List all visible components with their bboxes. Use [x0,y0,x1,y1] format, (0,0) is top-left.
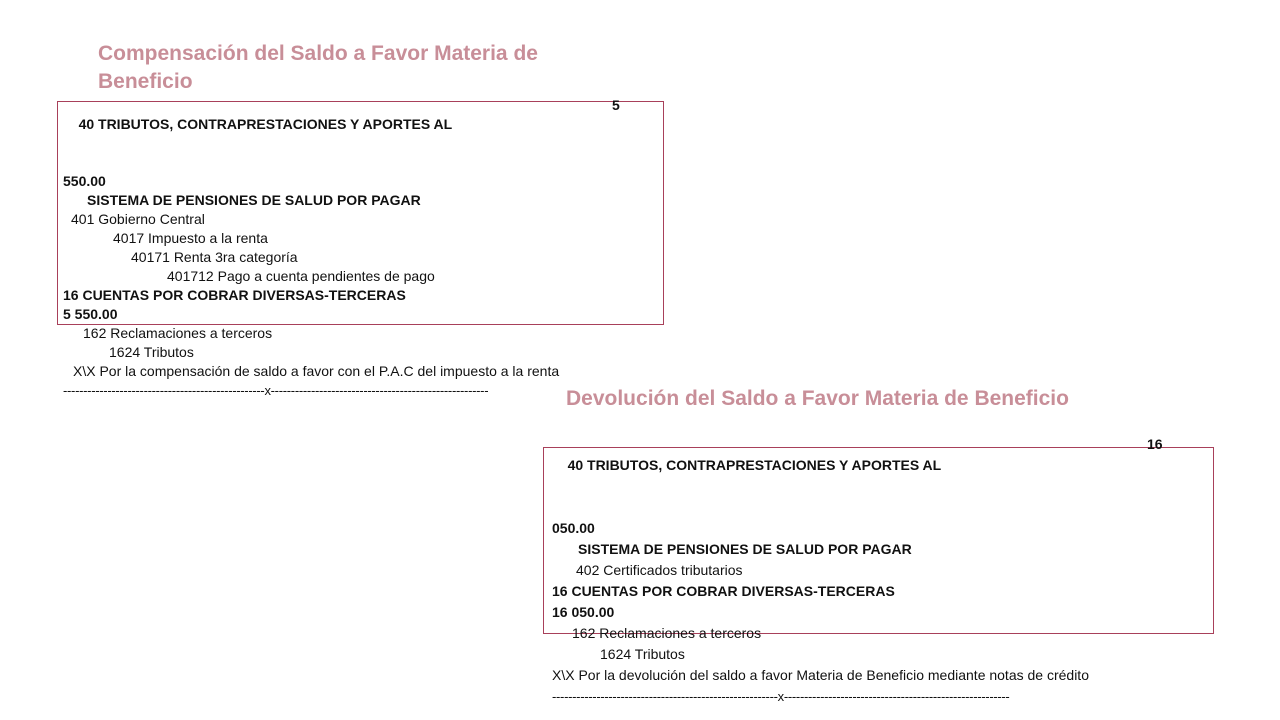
section2-journal-entry [552,434,1164,707]
separator-line: --------------------------------------------------------x-------------------------------------------------------- [552,689,1010,704]
subaccount-line: 162 Reclamaciones a terceros [572,625,762,641]
separator-line: --------------------------------------------------x------------------------------------------------------ [63,383,489,398]
section1-journal-entry [63,96,633,400]
account-40-heading: 40 TRIBUTOS, CONTRAPRESTACIONES Y APORTES AL [567,457,942,473]
subaccount-line: 1624 Tributos [600,646,685,662]
subaccount-line: 40171 Renta 3ra categoría [131,249,298,265]
account-40-amount-part2: 050.00 [552,520,595,536]
subaccount-line: 162 Reclamaciones a terceros [83,325,273,341]
account-16-heading: 16 CUENTAS POR COBRAR DIVERSAS-TERCERAS [552,583,895,599]
section1-title: Compensación del Saldo a Favor Materia de Beneficio [98,42,538,93]
subheading: SISTEMA DE PENSIONES DE SALUD POR PAGAR [87,192,421,208]
subaccount-line: 1624 Tributos [109,344,194,360]
account-40-amount-part2: 550.00 [63,173,106,189]
subaccount-line: 401 Gobierno Central [71,211,205,227]
subaccount-line: 402 Certificados tributarios [576,562,743,578]
gloss-text: X\X Por la compensación de saldo a favor con el P.A.C del impuesto a la renta [73,363,560,379]
account-40-row [63,96,633,172]
account-40-heading: 40 TRIBUTOS, CONTRAPRESTACIONES Y APORTES AL [78,116,453,132]
subaccount-line: 4017 Impuesto a la renta [113,230,268,246]
subaccount-line: 401712 Pago a cuenta pendientes de pago [167,268,435,284]
subheading: SISTEMA DE PENSIONES DE SALUD POR PAGAR [578,541,912,557]
account-40-amount-part1: 16 [1147,436,1163,452]
gloss-text: X\X Por la devolución del saldo a favor Materia de Beneficio mediante notas de crédito [552,667,1089,683]
account-16-heading: 16 CUENTAS POR COBRAR DIVERSAS-TERCERAS [63,287,406,303]
account-16-amount: 16 050.00 [552,604,615,620]
account-40-amount-part1: 5 [612,97,620,113]
section2-title: Devolución del Saldo a Favor Materia de Beneficio [566,387,1069,410]
account-40-row [552,434,1164,518]
account-16-amount: 5 550.00 [63,306,118,322]
